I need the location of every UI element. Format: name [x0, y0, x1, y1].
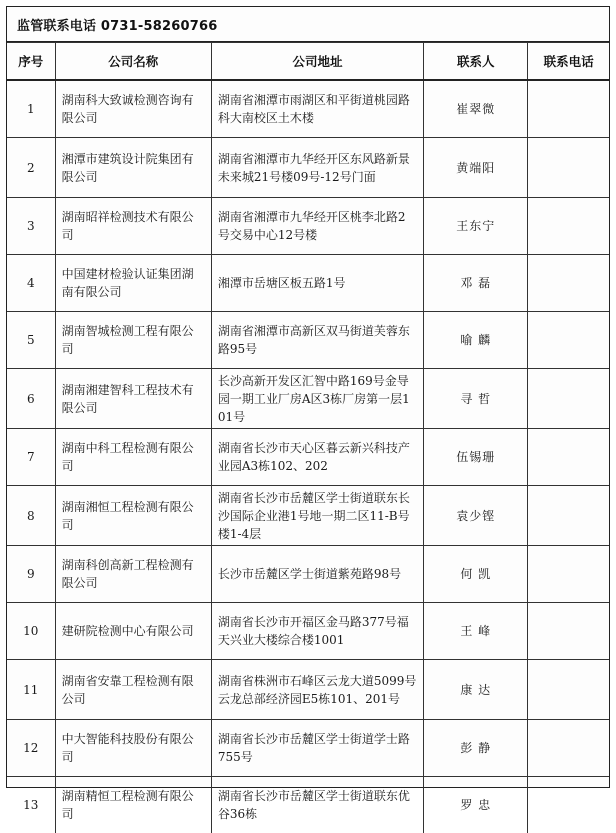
contact-phone-cell — [528, 312, 609, 369]
company-name-cell: 湖南湘恒工程检测有限公司 — [55, 486, 211, 546]
contact-phone-cell — [528, 720, 609, 777]
table-row — [7, 546, 609, 603]
contact-phone-cell — [528, 486, 609, 546]
table-row — [7, 603, 609, 660]
row-index-cell: 5 — [7, 312, 55, 369]
table-row — [7, 255, 609, 312]
contact-person-cell: 崔翠微 — [424, 80, 528, 138]
row-index-cell: 3 — [7, 198, 55, 255]
contact-person-cell: 王东宁 — [424, 198, 528, 255]
row-index-cell: 4 — [7, 255, 55, 312]
company-address-cell: 湖南省湘潭市九华经开区桃李北路2号交易中心12号楼 — [211, 198, 423, 255]
contact-phone-cell — [528, 198, 609, 255]
table-row — [7, 660, 609, 720]
row-index-cell: 10 — [7, 603, 55, 660]
company-name-cell: 湖南精恒工程检测有限公司 — [55, 777, 211, 833]
row-index-cell: 13 — [7, 777, 55, 833]
contact-phone-cell — [528, 603, 609, 660]
row-index-cell: 8 — [7, 486, 55, 546]
company-name-cell: 湖南智城检测工程有限公司 — [55, 312, 211, 369]
company-table — [7, 42, 609, 833]
table-row — [7, 777, 609, 833]
header-phone: 联系电话 — [528, 43, 609, 81]
company-name-cell: 湖南科大致诚检测咨询有限公司 — [55, 80, 211, 138]
contact-phone-cell — [528, 369, 609, 429]
company-address-cell: 湖南省长沙市岳麓区学士街道学士路755号 — [211, 720, 423, 777]
company-name-cell: 湖南昭祥检测技术有限公司 — [55, 198, 211, 255]
header-company-address: 公司地址 — [211, 43, 423, 81]
table-row — [7, 369, 609, 429]
row-index-cell: 11 — [7, 660, 55, 720]
contact-phone-cell — [528, 255, 609, 312]
company-address-cell: 长沙高新开发区汇智中路169号金导园一期工业厂房A区3栋厂房第一层101号 — [211, 369, 423, 429]
contact-person-cell: 康 达 — [424, 660, 528, 720]
contact-person-cell: 邓 磊 — [424, 255, 528, 312]
header-contact: 联系人 — [424, 43, 528, 81]
contact-phone-cell — [528, 777, 609, 833]
company-address-cell: 湖南省长沙市岳麓区学士街道联东优谷36栋 — [211, 777, 423, 833]
contact-phone-cell — [528, 138, 609, 198]
row-index-cell: 1 — [7, 80, 55, 138]
contact-phone-cell — [528, 429, 609, 486]
contact-phone-cell — [528, 80, 609, 138]
table-row — [7, 486, 609, 546]
page-title: 监管联系电话 0731-58260766 — [7, 7, 609, 42]
row-index-cell: 2 — [7, 138, 55, 198]
company-address-cell: 湖南省株洲市石峰区云龙大道5099号云龙总部经济园E5栋101、201号 — [211, 660, 423, 720]
header-index: 序号 — [7, 43, 55, 81]
contact-person-cell: 寻 哲 — [424, 369, 528, 429]
contact-person-cell: 王 峰 — [424, 603, 528, 660]
contact-person-cell: 黄端阳 — [424, 138, 528, 198]
row-index-cell: 12 — [7, 720, 55, 777]
company-address-cell: 湖南省湘潭市九华经开区东风路新景未来城21号楼09号-12号门面 — [211, 138, 423, 198]
table-row — [7, 138, 609, 198]
company-name-cell: 湖南省安靠工程检测有限公司 — [55, 660, 211, 720]
document-frame — [6, 6, 610, 788]
contact-person-cell: 喻 麟 — [424, 312, 528, 369]
company-name-cell: 湖南中科工程检测有限公司 — [55, 429, 211, 486]
header-company-name: 公司名称 — [55, 43, 211, 81]
company-address-cell: 湖南省湘潭市雨湖区和平街道桃园路科大南校区土木楼 — [211, 80, 423, 138]
contact-person-cell: 彭 静 — [424, 720, 528, 777]
company-name-cell: 建研院检测中心有限公司 — [55, 603, 211, 660]
contact-phone-cell — [528, 660, 609, 720]
table-row — [7, 198, 609, 255]
company-name-cell: 中国建材检验认证集团湖南有限公司 — [55, 255, 211, 312]
company-address-cell: 湖南省湘潭市高新区双马街道芙蓉东路95号 — [211, 312, 423, 369]
contact-person-cell: 何 凯 — [424, 546, 528, 603]
company-address-cell: 湖南省长沙市天心区暮云新兴科技产业园A3栋102、202 — [211, 429, 423, 486]
company-name-cell: 中大智能科技股份有限公司 — [55, 720, 211, 777]
table-row — [7, 312, 609, 369]
company-address-cell: 湖南省长沙市岳麓区学士街道联东长沙国际企业港1号地一期二区11-B号楼1-4层 — [211, 486, 423, 546]
contact-phone-cell — [528, 546, 609, 603]
row-index-cell: 6 — [7, 369, 55, 429]
company-address-cell: 湖南省长沙市开福区金马路377号福天兴业大楼综合楼1001 — [211, 603, 423, 660]
company-name-cell: 湘潭市建筑设计院集团有限公司 — [55, 138, 211, 198]
contact-person-cell: 罗 忠 — [424, 777, 528, 833]
company-address-cell: 湘潭市岳塘区板五路1号 — [211, 255, 423, 312]
table-header-row — [7, 43, 609, 81]
row-index-cell: 9 — [7, 546, 55, 603]
table-row — [7, 720, 609, 777]
contact-person-cell: 袁少铿 — [424, 486, 528, 546]
contact-person-cell: 伍锡珊 — [424, 429, 528, 486]
row-index-cell: 7 — [7, 429, 55, 486]
company-name-cell: 湖南湘建智科工程技术有限公司 — [55, 369, 211, 429]
table-row — [7, 429, 609, 486]
table-row — [7, 80, 609, 138]
company-address-cell: 长沙市岳麓区学士街道紫苑路98号 — [211, 546, 423, 603]
company-name-cell: 湖南科创高新工程检测有限公司 — [55, 546, 211, 603]
